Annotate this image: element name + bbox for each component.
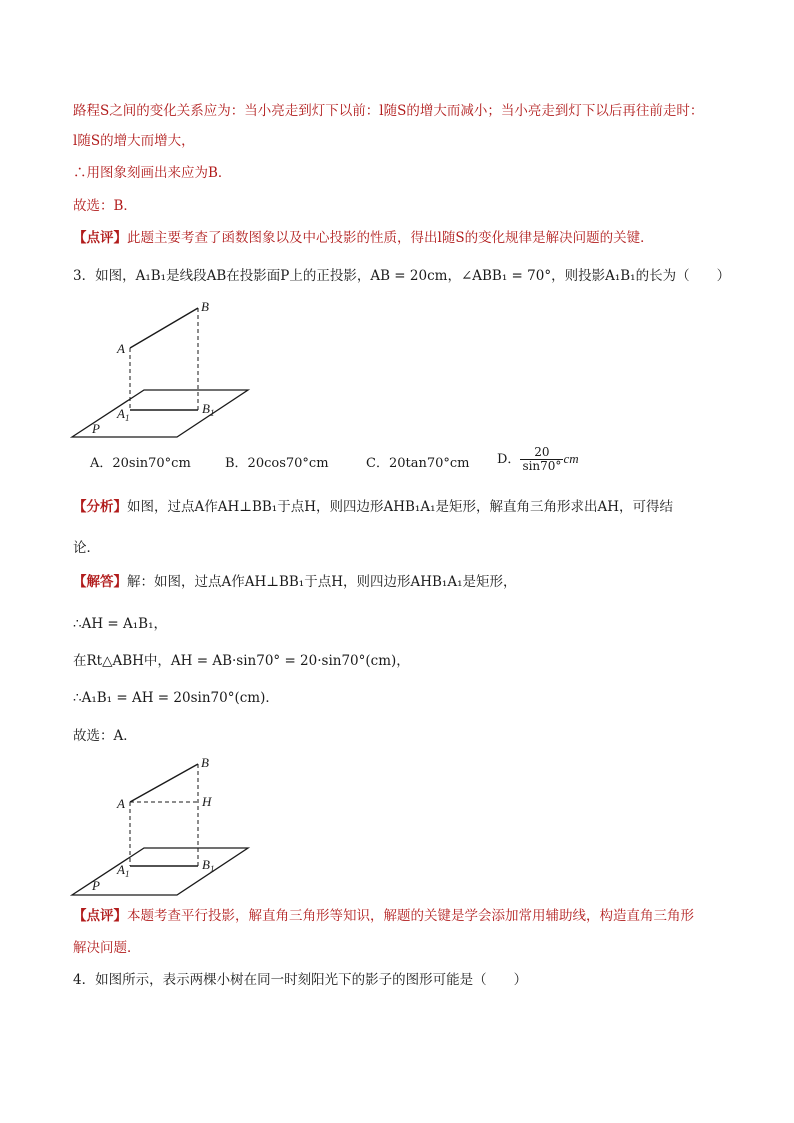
label-b1: $B_1$ (202, 401, 215, 418)
solution-line-3: 在Rt△ABH中，AH = AB·sin70° = 20·sin70°(cm)， (73, 653, 410, 669)
option-b: B．20cos70°cm (225, 456, 329, 471)
q3-comment-line-2: 解决问题． (73, 940, 141, 956)
option-d: D． $\frac{20}{\sin 70^\circ}$ cm (497, 445, 579, 473)
analysis-line-2: 论． (73, 540, 100, 556)
analysis-tag: 【分析】 (73, 499, 127, 515)
label-a: A (117, 341, 125, 356)
q3-comment-line-1: 【点评】本题考查平行投影，解直角三角形等知识，解题的关键是学会添加常用辅助线，构造直角三角形 (73, 908, 694, 924)
figure-1-projection (70, 294, 260, 444)
prev-answer: 故选：B． (73, 198, 137, 214)
label-a1: $A_1$ (117, 406, 130, 423)
question-4-stem: 4．如图所示，表示两棵小树在同一时刻阳光下的影子的图形可能是（ ） (73, 972, 528, 988)
label-b: B (201, 755, 209, 770)
solution-line-1: 【解答】解：如图，过点A作AH⊥BB₁于点H，则四边形AHB₁A₁是矩形， (73, 574, 517, 590)
prev-solution-line-3: ∴用图象刻画出来应为B． (73, 165, 232, 181)
label-p: P (92, 421, 100, 436)
label-p: P (92, 878, 100, 893)
label-a1: $A_1$ (117, 862, 130, 879)
comment-text: 此题主要考查了函数图象以及中心投影的性质，得出l随S的变化规律是解决问题的关键． (127, 230, 654, 246)
option-c: C．20tan70°cm (366, 456, 470, 471)
question-3-stem: 3．如图，A₁B₁是线段AB在投影面P上的正投影，AB = 20cm，∠ABB₁ = 70°，则投影A₁B₁的长为（ ） (73, 268, 731, 284)
label-a: A (117, 796, 125, 811)
solution-tag: 【解答】 (73, 574, 127, 590)
segment-ab (130, 764, 198, 802)
comment-tag: 【点评】 (73, 230, 127, 246)
figure-2-projection-with-h (70, 752, 260, 902)
solution-line-4: ∴A₁B₁ = AH = 20sin70°(cm)． (73, 690, 279, 706)
option-a: A．20sin70°cm (90, 456, 191, 471)
q3-answer: 故选：A． (73, 728, 137, 744)
prev-comment (73, 228, 654, 248)
label-b: B (201, 299, 209, 314)
comment-tag: 【点评】 (73, 908, 127, 924)
segment-ab (130, 308, 198, 348)
prev-solution-line-2: l随S的增大而增大， (73, 133, 195, 149)
label-h: H (202, 794, 212, 809)
label-b1: $B_1$ (202, 857, 215, 874)
prev-solution-line-1: 路程S之间的变化关系应为：当小亮走到灯下以前：l随S的增大而减小；当小亮走到灯下以后再往前走时： (73, 103, 704, 119)
analysis-line-1: 【分析】如图，过点A作AH⊥BB₁于点H，则四边形AHB₁A₁是矩形，解直角三角形求出AH，可得结 (73, 499, 674, 515)
solution-line-2: ∴AH = A₁B₁， (73, 616, 167, 632)
option-d-fraction: $\frac{20}{\sin 70^\circ}$ (522, 445, 562, 473)
